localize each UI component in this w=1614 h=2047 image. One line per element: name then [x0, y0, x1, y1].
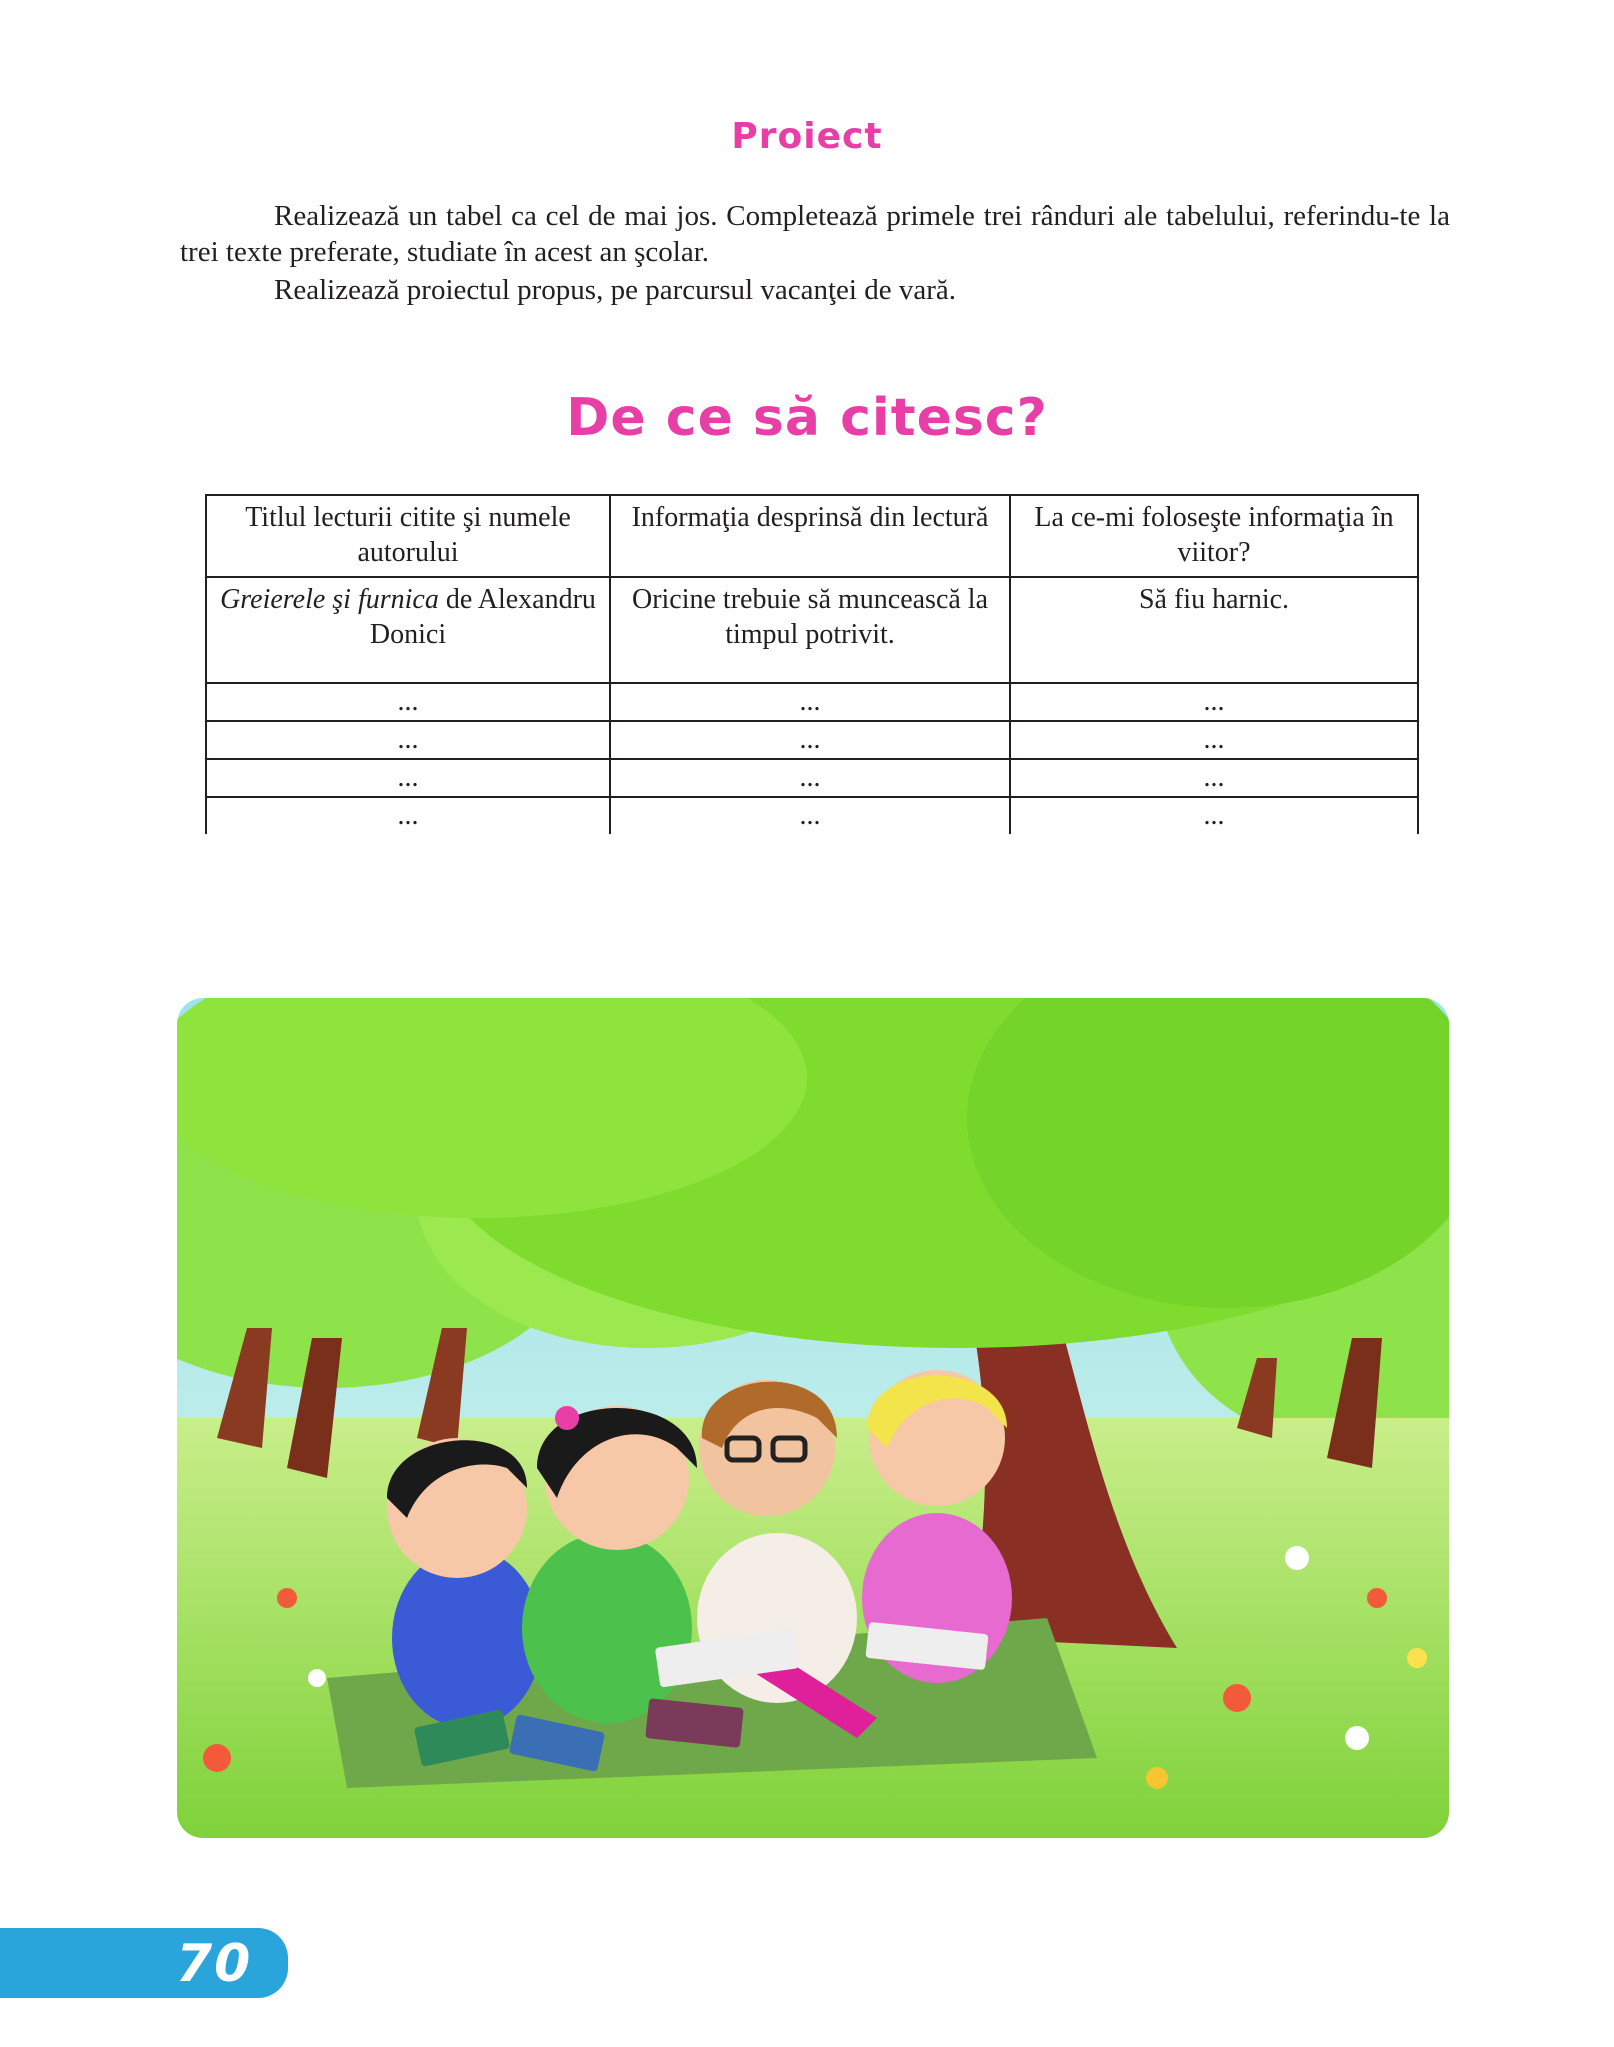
table-row [206, 683, 1418, 721]
section-title: De ce să citesc? [566, 388, 1048, 448]
placeholder-cell: ... [610, 797, 1010, 834]
example-title-cell [206, 577, 610, 683]
placeholder-cell: ... [610, 683, 1010, 721]
placeholder-cell: ... [206, 721, 610, 759]
project-title: Proiect [731, 116, 883, 157]
vacation-paragraph [180, 272, 1450, 308]
page-number: 70 [176, 1934, 253, 1994]
table-row [206, 759, 1418, 797]
table-row [206, 577, 1418, 683]
header-usage: La ce-mi foloseşte informaţia în viitor? [1010, 495, 1418, 577]
example-usage-cell: Să fiu harnic. [1010, 577, 1418, 683]
table-header-row [206, 495, 1418, 577]
children-reading-illustration [177, 998, 1449, 1838]
header-title-author: Titlul lecturii citite şi numele autorului [206, 495, 610, 577]
child-1 [387, 1438, 542, 1728]
header-information: Informaţia desprinsă din lectură [610, 495, 1010, 577]
placeholder-cell: ... [610, 721, 1010, 759]
placeholder-cell: ... [206, 683, 610, 721]
instructions-paragraph [180, 198, 1450, 270]
instructions-text: Realizează un tabel ca cel de mai jos. Completează primele trei rânduri ale tabelului, referindu-te la trei texte preferate, studiate în acest an şcolar. [180, 200, 1450, 268]
placeholder-cell: ... [1010, 797, 1418, 834]
vacation-text: Realizează proiectul propus, pe parcursul vacanţei de vară. [274, 274, 956, 306]
placeholder-cell: ... [206, 797, 610, 834]
placeholder-cell: ... [1010, 759, 1418, 797]
example-author: de Alexandru Donici [369, 584, 596, 650]
table-row [206, 721, 1418, 759]
placeholder-cell: ... [1010, 683, 1418, 721]
placeholder-cell: ... [610, 759, 1010, 797]
park-scene [177, 998, 1449, 1838]
placeholder-cell: ... [206, 759, 610, 797]
table-row [206, 797, 1418, 834]
reading-table [205, 494, 1419, 834]
example-information-cell: Oricine trebuie să muncească la timpul potrivit. [610, 577, 1010, 683]
placeholder-cell: ... [1010, 721, 1418, 759]
example-title: Greierele şi furnica [220, 584, 439, 615]
